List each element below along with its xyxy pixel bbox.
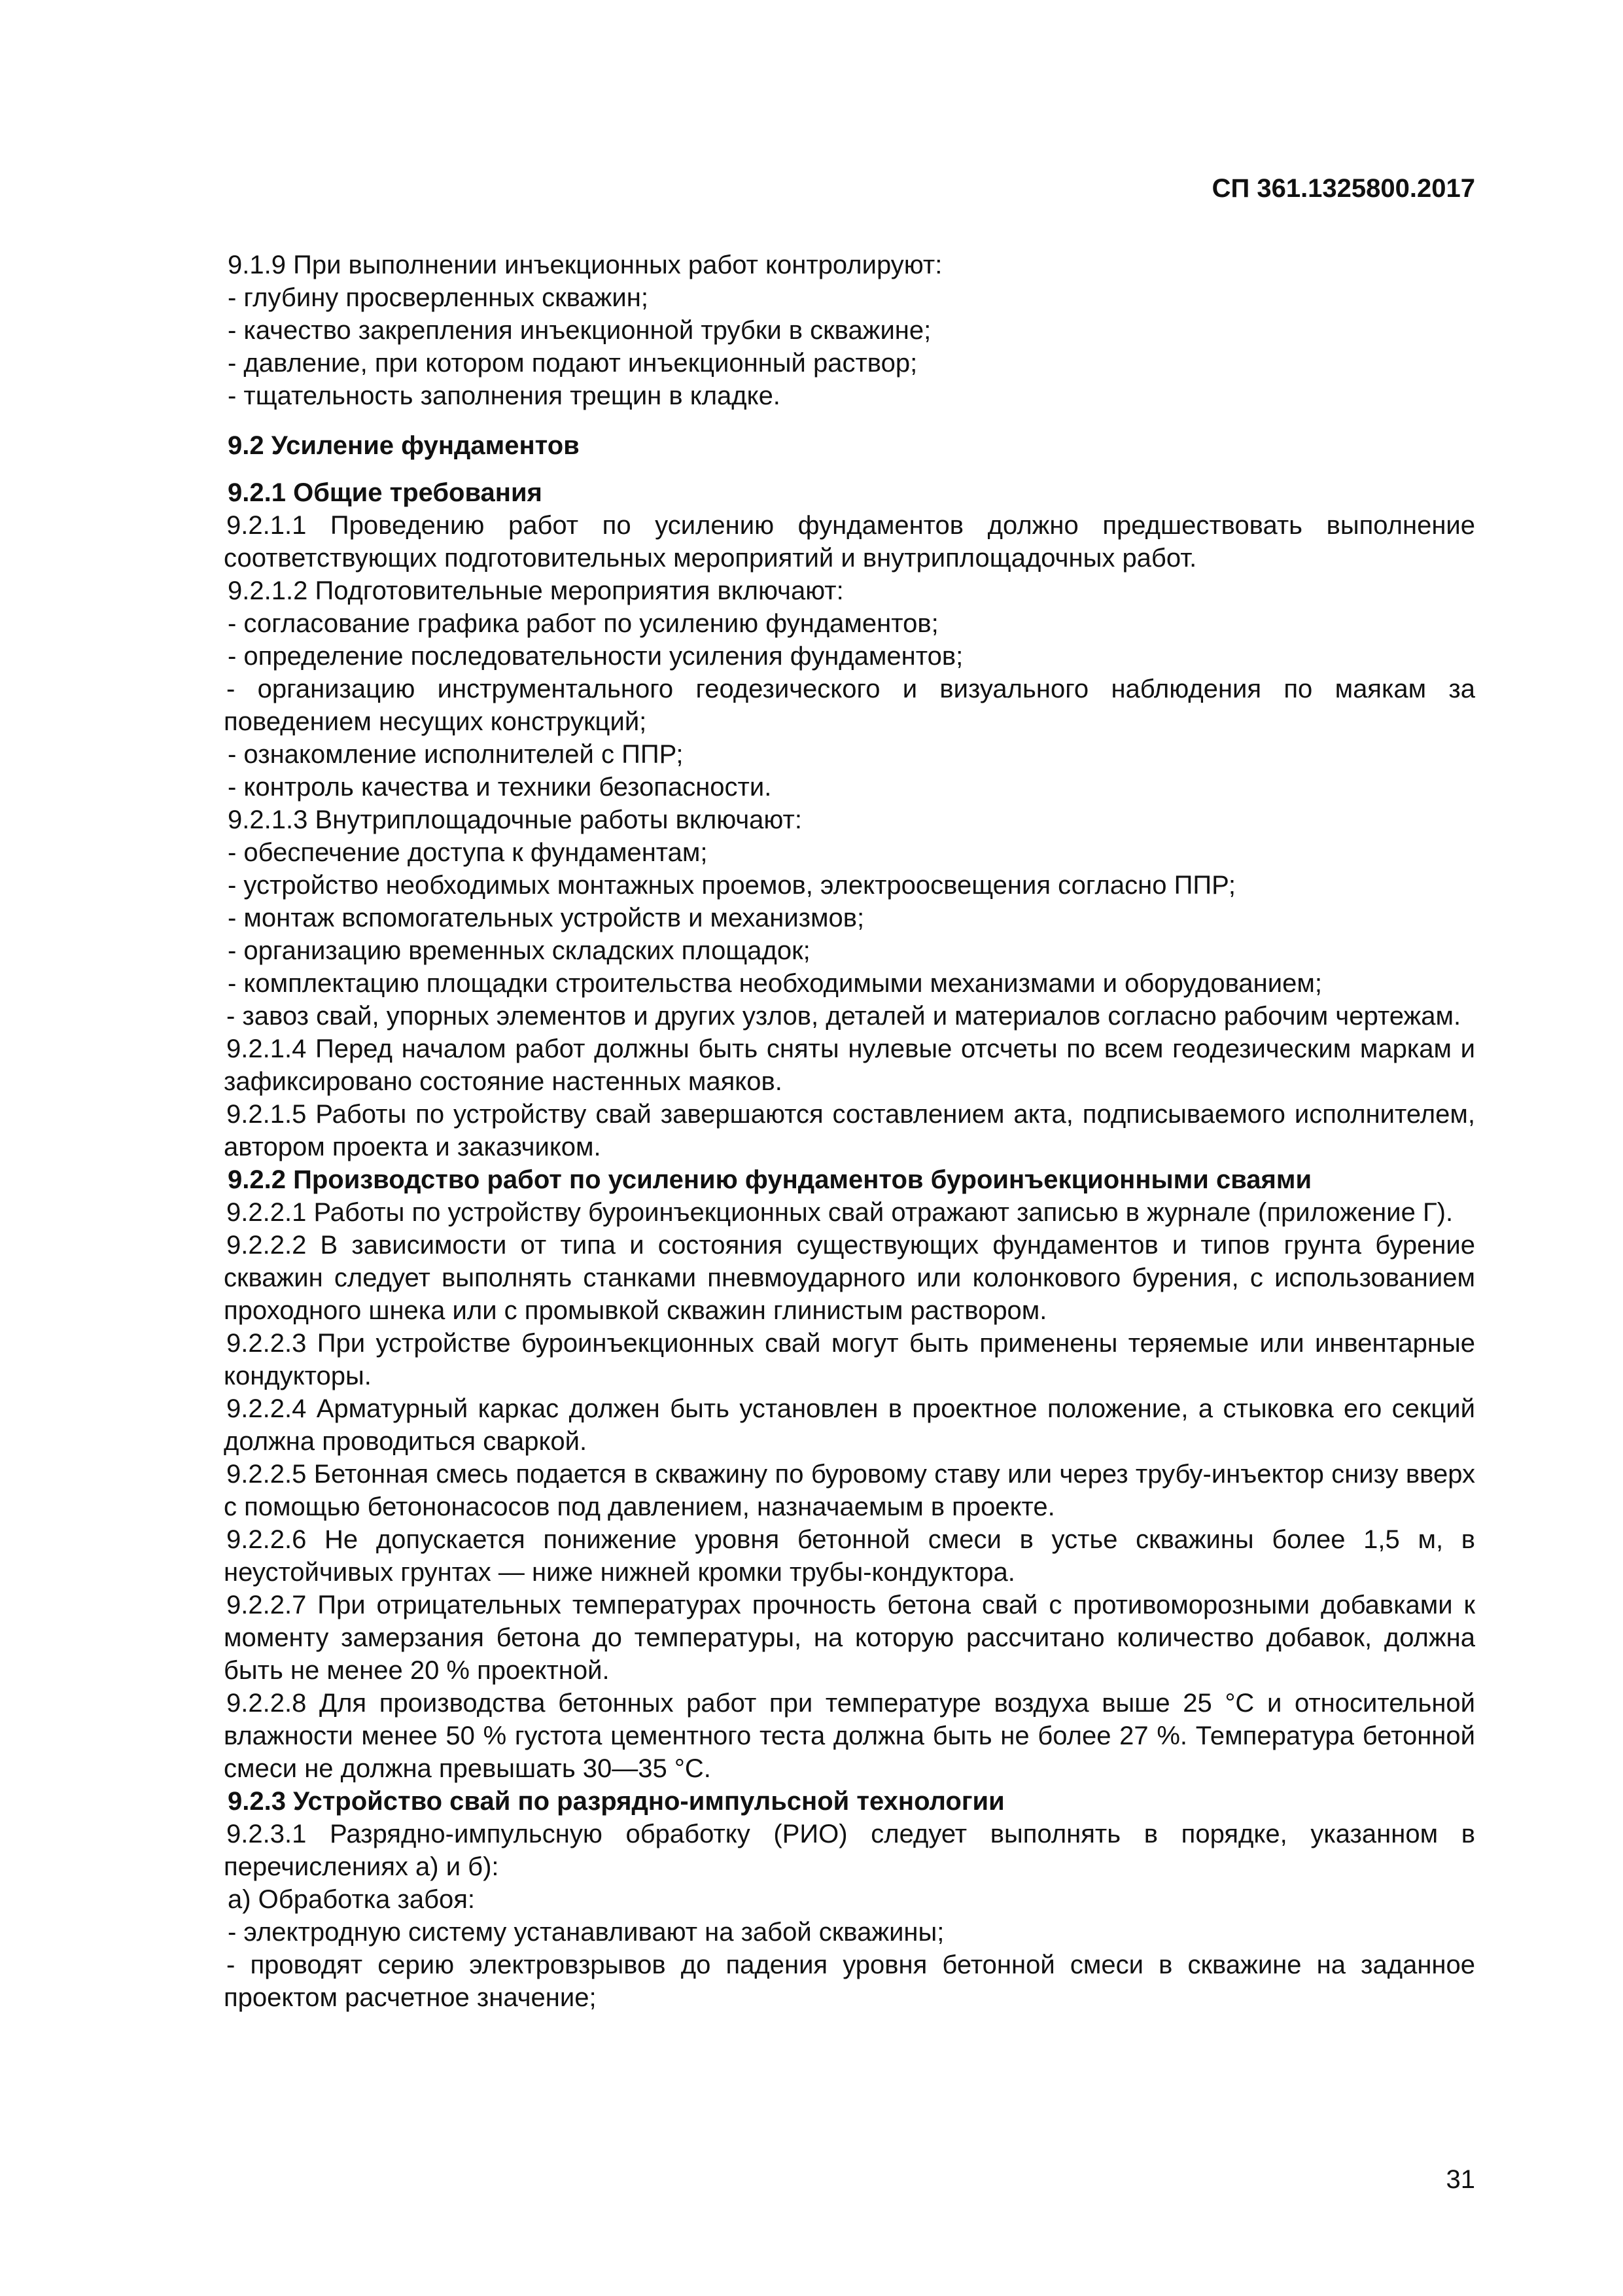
page-number: 31 xyxy=(1446,2165,1475,2194)
clause-9-2-2-7: 9.2.2.7 При отрицательных температурах прочность бетона свай с противоморозными добавками к моменту замерзания бетона до температуры, на которую рассчитано количество добавок, должна быть не менее 20 % проектной. xyxy=(224,1591,1475,1685)
document-body xyxy=(224,249,1475,2014)
clause-9-2-1-5: 9.2.1.5 Работы по устройству свай завершаются составлением акта, подписываемого исполнителем, автором проекта и заказчиком. xyxy=(224,1100,1475,1161)
list-item: - глубину просверленных скважин; xyxy=(228,283,648,312)
list-item: - контроль качества и техники безопасности. xyxy=(228,773,772,802)
list-item: - электродную систему устанавливают на забой скважины; xyxy=(228,1918,945,1947)
clause-9-2-2-3: 9.2.2.3 При устройстве буроинъекционных свай могут быть применены теряемые или инвентарные кондукторы. xyxy=(224,1329,1475,1390)
subsection-heading-9-2-2: 9.2.2 Производство работ по усилению фундаментов буроинъекционными сваями xyxy=(228,1165,1312,1194)
clause-9-2-1-2: 9.2.1.2 Подготовительные мероприятия включают: xyxy=(228,576,844,605)
clause-9-2-2-5: 9.2.2.5 Бетонная смесь подается в скважину по буровому ставу или через трубу-инъектор снизу вверх с помощью бетононасосов под давлением, назначаемым в проекте. xyxy=(224,1460,1475,1521)
subsection-heading-9-2-1: 9.2.1 Общие требования xyxy=(228,478,542,507)
list-item: - организацию временных складских площадок; xyxy=(228,936,811,965)
list-item: - организацию инструментального геодезического и визуального наблюдения по маякам за поведением несущих конструкций; xyxy=(224,675,1475,736)
list-item: - качество закрепления инъекционной трубки в скважине; xyxy=(228,316,932,345)
list-item: - согласование графика работ по усилению фундаментов; xyxy=(228,609,939,638)
list-item: - определение последовательности усиления фундаментов; xyxy=(228,642,964,671)
clause-9-2-1-3: 9.2.1.3 Внутриплощадочные работы включают: xyxy=(228,805,802,834)
list-item: - давление, при котором подают инъекционный раствор; xyxy=(228,349,918,378)
clause-9-2-3-1: 9.2.3.1 Разрядно-импульсную обработку (РИО) следует выполнять в порядке, указанном в перечислениях а) и б): xyxy=(224,1820,1475,1881)
clause-9-2-2-8: 9.2.2.8 Для производства бетонных работ при температуре воздуха выше 25 °С и относительной влажности менее 50 % густота цементного теста должна быть не более 27 %. Температура бетонной смеси не должна превышать 30—35 °С. xyxy=(224,1689,1475,1783)
list-item: - проводят серию электровзрывов до падения уровня бетонной смеси в скважине на заданное проектом расчетное значение; xyxy=(224,1951,1475,2012)
list-item: - тщательность заполнения трещин в кладке. xyxy=(228,381,780,410)
document-code: СП 361.1325800.2017 xyxy=(1212,174,1475,203)
subsection-heading-9-2-3: 9.2.3 Устройство свай по разрядно-импульсной технологии xyxy=(228,1787,1005,1816)
clause-9-1-9: 9.1.9 При выполнении инъекционных работ контролируют: xyxy=(228,251,943,279)
section-heading-9-2: 9.2 Усиление фундаментов xyxy=(228,431,580,460)
clause-9-2-1-4: 9.2.1.4 Перед началом работ должны быть сняты нулевые отсчеты по всем геодезическим маркам и зафиксировано состояние настенных маяков. xyxy=(224,1034,1475,1096)
list-item: - комплектацию площадки строительства необходимыми механизмами и оборудованием; xyxy=(228,969,1322,998)
clause-9-2-2-1: 9.2.2.1 Работы по устройству буроинъекционных свай отражают записью в журнале (приложение Г). xyxy=(226,1198,1454,1227)
list-item: - устройство необходимых монтажных проемов, электроосвещения согласно ППР; xyxy=(228,871,1236,900)
list-item: - монтаж вспомогательных устройств и механизмов; xyxy=(228,904,865,932)
clause-9-2-2-2: 9.2.2.2 В зависимости от типа и состояния существующих фундаментов и типов грунта бурение скважин следует выполнять станками пневмоударного или колонкового бурения, с использованием проходного шнека или с промывкой скважин глинистым раствором. xyxy=(224,1231,1475,1325)
clause-9-2-1-1: 9.2.1.1 Проведению работ по усилению фундаментов должно предшествовать выполнение соответствующих подготовительных мероприятий и внутриплощадочных работ. xyxy=(224,511,1475,573)
list-item: - обеспечение доступа к фундаментам; xyxy=(228,838,708,867)
clause-9-2-2-6: 9.2.2.6 Не допускается понижение уровня бетонной смеси в устье скважины более 1,5 м, в неустойчивых грунтах — ниже нижней кромки трубы-кондуктора. xyxy=(224,1525,1475,1587)
list-item: - завоз свай, упорных элементов и других узлов, деталей и материалов согласно рабочим чертежам. xyxy=(226,1002,1461,1031)
list-item: - ознакомление исполнителей с ППР; xyxy=(228,740,684,769)
clause-9-2-2-4: 9.2.2.4 Арматурный каркас должен быть установлен в проектное положение, а стыковка его секций должна проводиться сваркой. xyxy=(224,1394,1475,1456)
list-item-a: а) Обработка забоя: xyxy=(228,1885,476,1914)
